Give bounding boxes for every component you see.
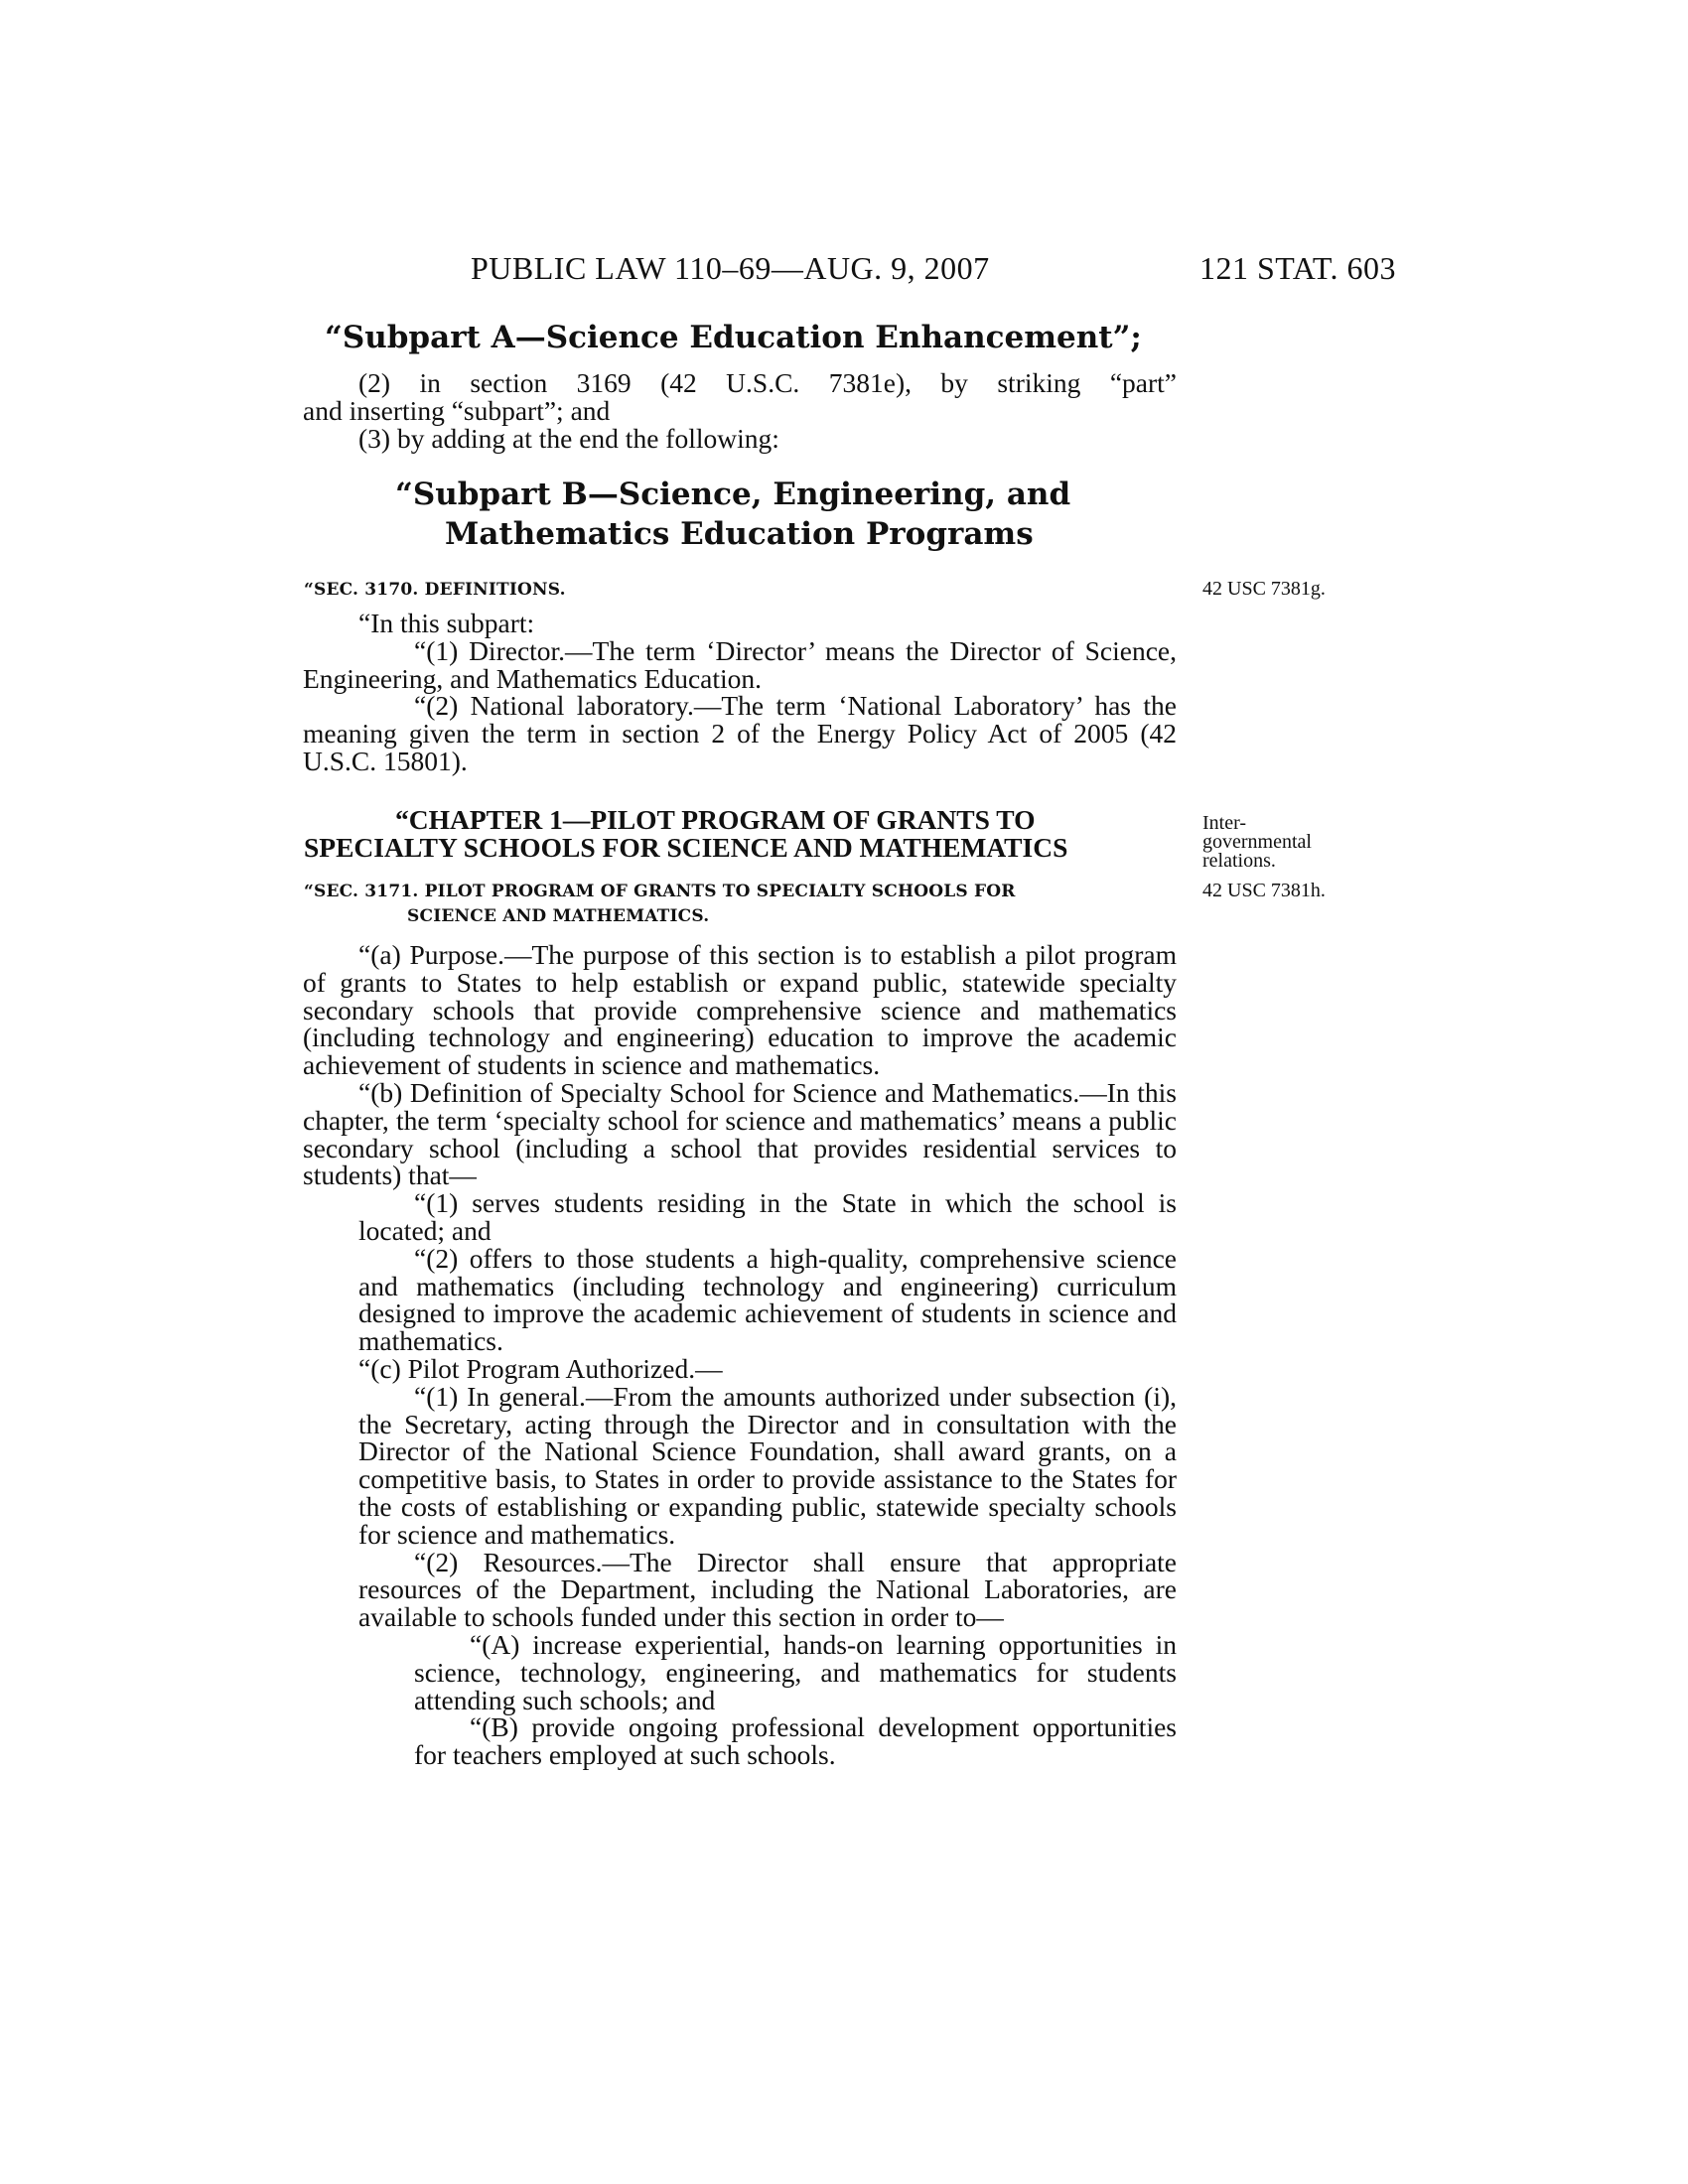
item-2-line-2: and inserting “subpart”; and <box>303 394 611 426</box>
subpart-a-heading: “Subpart A—Science Education Enhancement”; <box>325 320 1142 355</box>
paragraph-c-1-in-general: “(1) In general.—From the amounts authorized under subsection (i), the Secretary, acting through the Director and in consultation with the Director of the National Science Foundation, shall award grants, on a competitive basis, to States in order to provide assistance to the States for the costs of establishing or expanding public, statewide specialty schools for science and mathematics. <box>358 1380 1177 1550</box>
sec-3170-intro: “In this subpart: <box>358 608 535 638</box>
chapter-1-heading-line-2: SPECIALTY SCHOOLS FOR SCIENCE AND MATHEMATICS <box>304 832 1068 863</box>
margin-note-line-3: relations. <box>1202 850 1276 872</box>
sec-3171-heading-line-2: SCIENCE AND MATHEMATICS. <box>407 906 710 926</box>
paragraph-b-1: “(1) serves students residing in the State in which the school is located; and <box>358 1187 1177 1246</box>
margin-note-line-2: governmental <box>1202 831 1312 853</box>
definition-director: “(1) Director.—The term ‘Director’ means the Director of Science, Engineering, and Mathematics Education. <box>303 634 1177 694</box>
sec-3171-heading-line-1: “SEC. 3171. PILOT PROGRAM OF GRANTS TO SPECIALTY SCHOOLS FOR <box>304 882 1016 901</box>
margin-note-intergovernmental <box>1202 814 1312 871</box>
subsection-a-purpose: “(a) Purpose.—The purpose of this section is to establish a pilot program of grants to States to help establish or expand public, statewide specialty secondary schools that provide comprehensive science and mathematics (including technology and engineering) education to improve the academic achievement of students in science and mathematics. <box>303 939 1177 1081</box>
subparagraph-c-2-a: “(A) increase experiential, hands-on learning opportunities in science, technology, engineering, and mathematics for students attending such schools; and <box>414 1628 1177 1715</box>
subsection-b-definition: “(b) Definition of Specialty School for Science and Mathematics.—In this chapter, the term ‘specialty school for science and mathematics’ means a public secondary school (including a school that provides residential services to students) that— <box>303 1076 1177 1191</box>
margin-note-line-1: Inter- <box>1202 812 1247 834</box>
running-header-law: PUBLIC LAW 110–69—AUG. 9, 2007 <box>471 250 990 286</box>
margin-note-7381h: 42 USC 7381h. <box>1202 880 1326 901</box>
definition-national-laboratory: “(2) National laboratory.—The term ‘National Laboratory’ has the meaning given the term in section 2 of the Energy Policy Act of 2005 (42 U.S.C. 15801). <box>303 690 1177 776</box>
sec-3170-body <box>303 610 1177 775</box>
item-2-line-1: (2) in section 3169 (42 U.S.C. 7381e), by striking “part” <box>358 367 1177 398</box>
paragraph-b-2: “(2) offers to those students a high-quality, comprehensive science and mathematics (including technology and engineering) curriculum designed to improve the academic achievement of students in science and mathematics. <box>358 1242 1177 1357</box>
chapter-1-heading <box>304 806 1178 862</box>
subsection-c-pilot-program: “(c) Pilot Program Authorized.— <box>358 1352 723 1384</box>
sec-3171-heading <box>304 882 1178 926</box>
chapter-1-heading-line-1: “CHAPTER 1—PILOT PROGRAM OF GRANTS TO <box>395 804 1036 835</box>
subpart-b-heading-line-1: “Subpart B—Science, Engineering, and <box>395 477 1071 512</box>
sec-3170-heading: “SEC. 3170. DEFINITIONS. <box>304 580 566 600</box>
sec-3171-body <box>303 941 1177 1769</box>
subpart-b-heading-line-2: Mathematics Education Programs <box>445 516 1034 552</box>
subparagraph-c-2-b: “(B) provide ongoing professional development opportunities for teachers employed at such schools. <box>414 1711 1177 1771</box>
item-3: (3) by adding at the end the following: <box>358 422 779 454</box>
amendment-instructions <box>303 369 1177 452</box>
margin-note-7381g: 42 USC 7381g. <box>1202 578 1326 600</box>
subpart-b-heading <box>395 475 1150 554</box>
running-header-stat-page: 121 STAT. 603 <box>1199 250 1397 286</box>
paragraph-c-2-resources: “(2) Resources.—The Director shall ensure that appropriate resources of the Department, including the National Laboratories, are available to schools funded under this section in order to— <box>358 1546 1177 1633</box>
